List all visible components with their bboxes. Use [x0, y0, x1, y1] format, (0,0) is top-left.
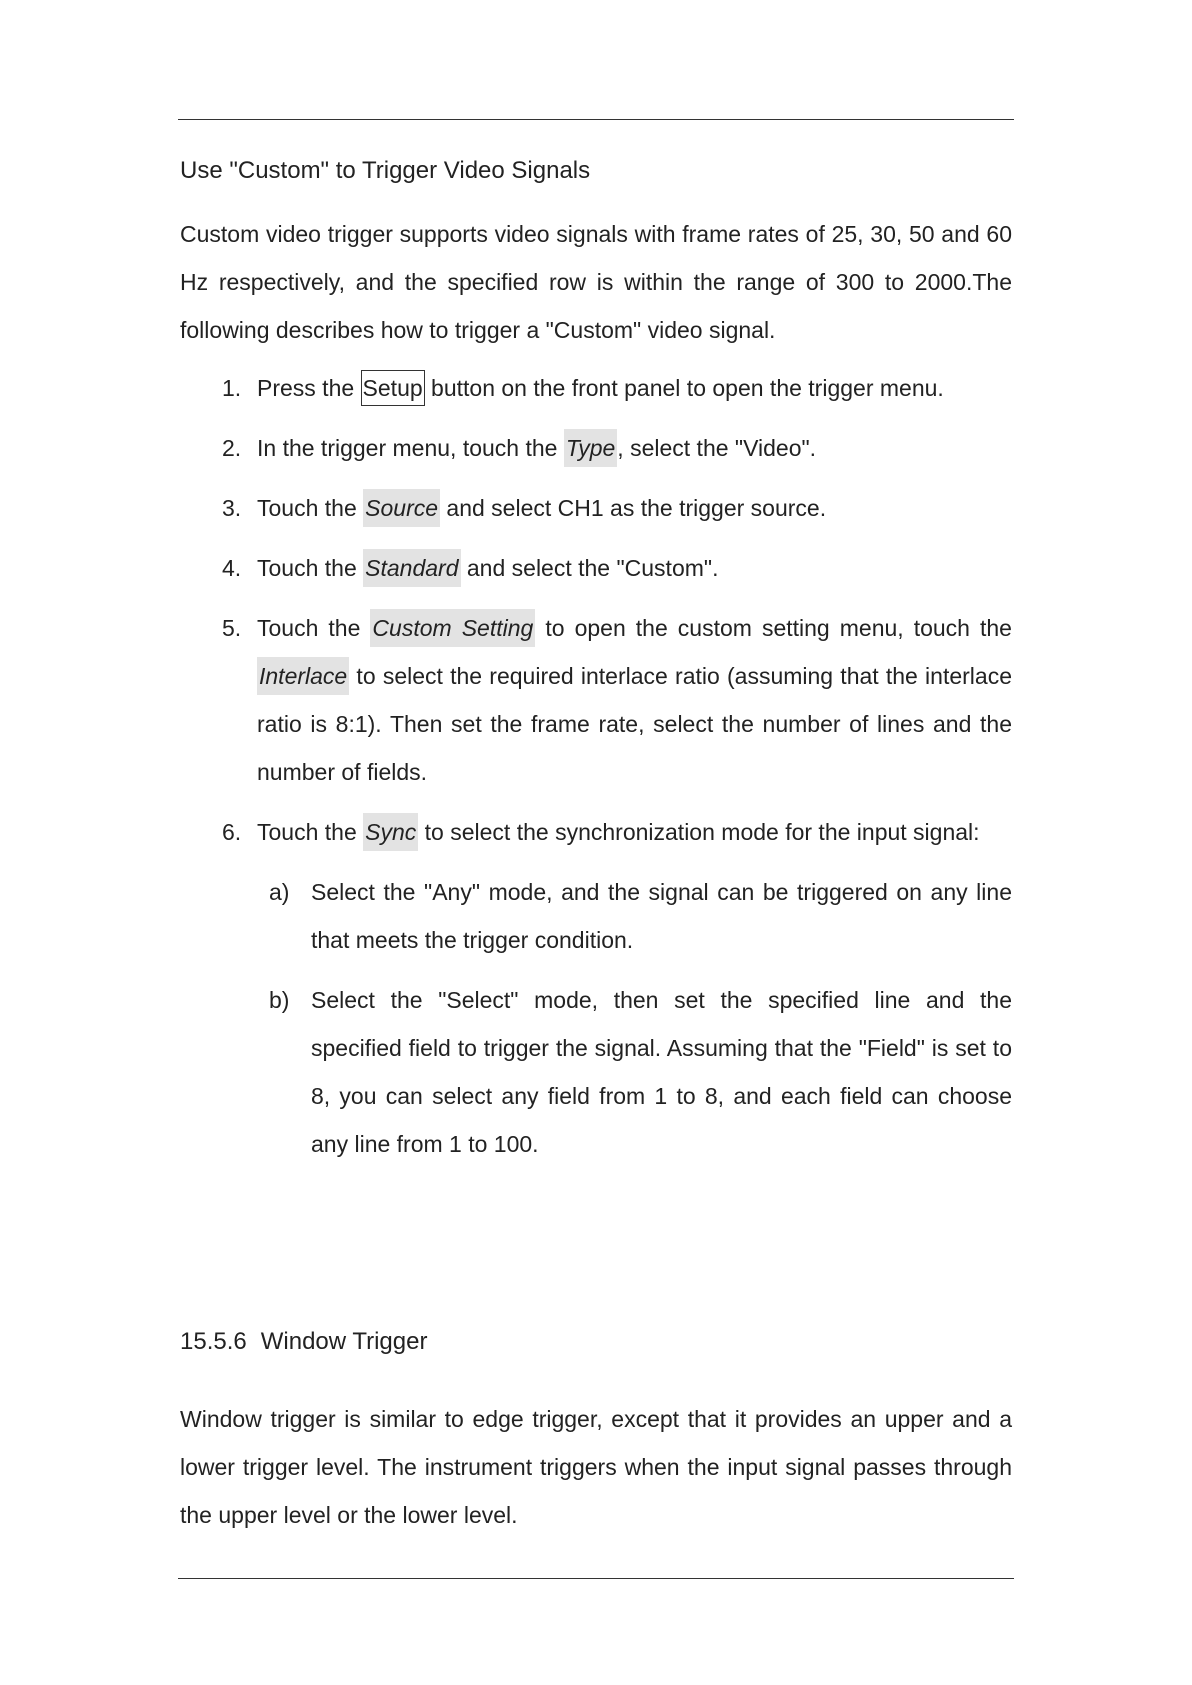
- sub-step-text: Select the "Select" mode, then set the specified line and the specified field to trigger the signal. Assuming that the "Field" is set to 8, you can select any field from 1 to 8, and each field can choose any line from 1 to 100.: [311, 987, 1012, 1157]
- custom-setting-menu-label: Custom Setting: [370, 609, 535, 647]
- setup-key-label: Setup: [361, 370, 425, 406]
- step-number: 5.: [222, 615, 242, 641]
- standard-menu-label: Standard: [363, 549, 460, 587]
- sub-step-text: Select the "Any" mode, and the signal can be triggered on any line that meets the trigger condition.: [311, 879, 1012, 953]
- procedure-steps: [180, 364, 1012, 1180]
- header-rule: [178, 119, 1014, 120]
- step-item: [180, 364, 1012, 412]
- sync-mode-list: [257, 868, 1012, 1168]
- step-item: [180, 604, 1012, 796]
- step-item: [180, 544, 1012, 592]
- intro-paragraph: Custom video trigger supports video signals with frame rates of 25, 30, 50 and 60 Hz respectively, and the specified row is within the range of 300 to 2000.The following describes how to trigger a "Custom" video signal.: [180, 221, 1012, 343]
- type-menu-label: Type: [564, 429, 617, 467]
- step-text: and select CH1 as the trigger source.: [440, 495, 827, 521]
- step-number: 3.: [222, 495, 242, 521]
- sub-step-item: [257, 868, 1012, 964]
- step-item: [180, 808, 1012, 1168]
- step-text: and select the "Custom".: [460, 555, 719, 581]
- interlace-menu-label: Interlace: [257, 657, 349, 695]
- window-trigger-paragraph: Window trigger is similar to edge trigger, except that it provides an upper and a lower trigger level. The instrument triggers when the input signal passes through the upper level or the lower level.: [180, 1406, 1012, 1528]
- step-text: Press the: [257, 375, 361, 401]
- step-text: Touch the: [257, 555, 364, 581]
- step-text: In the trigger menu, touch the: [257, 435, 564, 461]
- sub-step-item: [257, 976, 1012, 1168]
- section-heading: Use "Custom" to Trigger Video Signals: [180, 157, 591, 184]
- step-text: button on the front panel to open the trigger menu.: [424, 375, 944, 401]
- step-item: [180, 484, 1012, 532]
- section-number: 15.5.6: [180, 1328, 247, 1355]
- source-menu-label: Source: [363, 489, 440, 527]
- step-text: Touch the: [257, 819, 364, 845]
- step-number: 1.: [222, 375, 242, 401]
- footer-rule: [178, 1578, 1014, 1579]
- step-number: 2.: [222, 435, 242, 461]
- sub-step-marker: a): [269, 879, 290, 905]
- sub-step-marker: b): [269, 987, 290, 1013]
- section-title: Window Trigger: [260, 1328, 428, 1355]
- sync-menu-label: Sync: [363, 813, 418, 851]
- step-text: to select the required interlace ratio (assuming that the interlace ratio is 8:1). Then set the frame rate, select the number of lines and the number of fields.: [257, 663, 1012, 785]
- step-item: [180, 424, 1012, 472]
- step-text: , select the "Video".: [617, 435, 817, 461]
- step-text: to open the custom setting menu, touch the: [535, 615, 1012, 641]
- step-number: 6.: [222, 819, 242, 845]
- step-text: to select the synchronization mode for the input signal:: [418, 819, 980, 845]
- window-trigger-heading: [180, 1328, 427, 1356]
- step-number: 4.: [222, 555, 242, 581]
- step-text: Touch the: [257, 495, 364, 521]
- step-text: Touch the: [257, 615, 371, 641]
